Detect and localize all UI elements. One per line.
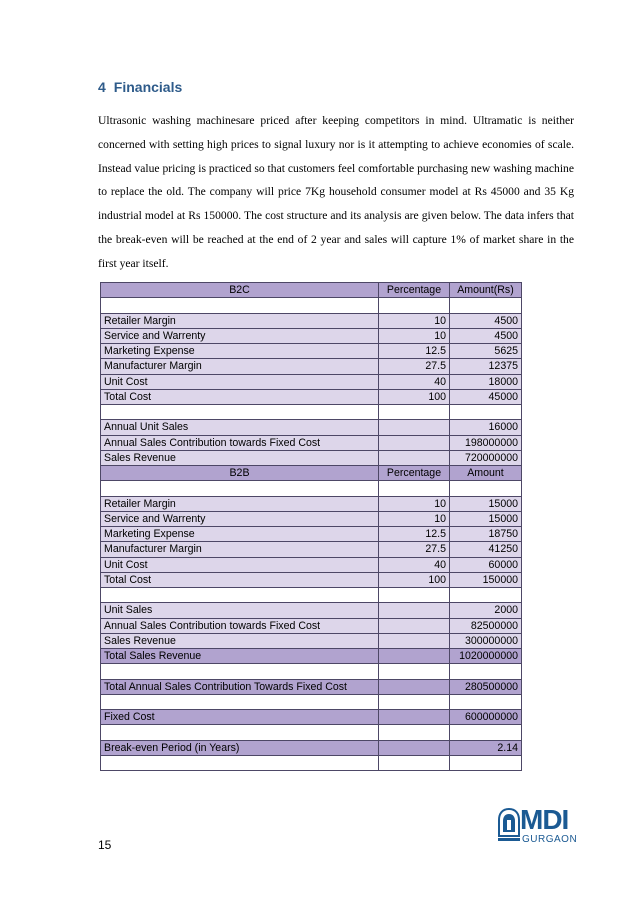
section-title: Financials — [113, 79, 183, 95]
percentage-cell: 27.5 — [379, 359, 450, 374]
table-row — [101, 374, 522, 389]
label-cell: Unit Cost — [101, 557, 379, 572]
empty-cell — [450, 481, 522, 496]
empty-cell — [379, 588, 450, 603]
percentage-cell — [379, 710, 450, 725]
amount-cell: 4500 — [450, 313, 522, 328]
table-header-row — [101, 283, 522, 298]
table-row — [101, 328, 522, 343]
table-row — [101, 450, 522, 465]
table-row — [101, 344, 522, 359]
blank-row — [101, 664, 522, 679]
empty-cell — [101, 755, 379, 770]
percentage-cell: 12.5 — [379, 344, 450, 359]
table-row — [101, 618, 522, 633]
label-cell: Total Sales Revenue — [101, 649, 379, 664]
percentage-cell: 10 — [379, 496, 450, 511]
financials-table-body — [101, 283, 522, 771]
percentage-cell: 10 — [379, 313, 450, 328]
percentage-cell — [379, 740, 450, 755]
blank-row — [101, 694, 522, 709]
table-row — [101, 557, 522, 572]
logo-mdi-text: MDI — [520, 804, 569, 835]
label-cell: Manufacturer Margin — [101, 359, 379, 374]
empty-cell — [379, 405, 450, 420]
label-cell: Unit Cost — [101, 374, 379, 389]
table-row — [101, 572, 522, 587]
percentage-cell: 100 — [379, 389, 450, 404]
table-row — [101, 435, 522, 450]
table-row — [101, 542, 522, 557]
table-row — [101, 496, 522, 511]
table-row — [101, 740, 522, 755]
empty-cell — [379, 694, 450, 709]
label-cell: Retailer Margin — [101, 313, 379, 328]
table-header-row — [101, 466, 522, 481]
percentage-cell — [379, 420, 450, 435]
amount-cell: 82500000 — [450, 618, 522, 633]
amount-cell: 18750 — [450, 527, 522, 542]
empty-cell — [101, 405, 379, 420]
label-cell: Service and Warrenty — [101, 328, 379, 343]
percentage-cell — [379, 618, 450, 633]
amount-cell: 4500 — [450, 328, 522, 343]
percentage-cell — [379, 450, 450, 465]
empty-cell — [450, 725, 522, 740]
amount-cell: 15000 — [450, 511, 522, 526]
blank-row — [101, 725, 522, 740]
percentage-cell — [379, 435, 450, 450]
intro-paragraph: Ultrasonic washing machinesare priced after keeping competitors in mind. Ultramatic is neither concerned with setting high prices to signal luxury nor is it attempting to achieve economies of scale. Instead value pricing is practiced so that customers feel comfortable purchasing new washing machine to replace the old. The company will price 7Kg household consumer model at Rs 45000 and 35 Kg industrial model at Rs 150000. The cost structure and its analysis are given below. The data infers that the break-even will be reached at the end of 2 year and sales will capture 1% of market share in the first year itself. — [98, 114, 574, 270]
label-cell: Marketing Expense — [101, 344, 379, 359]
page-number: 15 — [98, 838, 112, 852]
amount-cell: 1020000000 — [450, 649, 522, 664]
empty-cell — [450, 694, 522, 709]
label-cell: Fixed Cost — [101, 710, 379, 725]
empty-cell — [101, 725, 379, 740]
percentage-cell: 100 — [379, 572, 450, 587]
label-cell: Total Annual Sales Contribution Towards Fixed Cost — [101, 679, 379, 694]
amount-cell: 12375 — [450, 359, 522, 374]
percentage-cell: 10 — [379, 328, 450, 343]
blank-row — [101, 755, 522, 770]
financials-table — [100, 282, 522, 771]
blank-row — [101, 481, 522, 496]
percentage-cell — [379, 603, 450, 618]
empty-cell — [450, 588, 522, 603]
label-cell: Break-even Period (in Years) — [101, 740, 379, 755]
empty-cell — [101, 588, 379, 603]
percentage-cell: 40 — [379, 374, 450, 389]
empty-cell — [379, 481, 450, 496]
percentage-cell — [379, 649, 450, 664]
table-row — [101, 710, 522, 725]
table-row — [101, 313, 522, 328]
empty-cell — [101, 664, 379, 679]
label-cell: Annual Sales Contribution towards Fixed Cost — [101, 618, 379, 633]
label-cell: Sales Revenue — [101, 450, 379, 465]
empty-cell — [379, 298, 450, 313]
section-heading — [98, 79, 182, 95]
segment-header-cell: B2B — [101, 466, 379, 481]
percentage-header-cell: Percentage — [379, 283, 450, 298]
blank-row — [101, 405, 522, 420]
percentage-cell: 27.5 — [379, 542, 450, 557]
amount-cell: 5625 — [450, 344, 522, 359]
amount-cell: 15000 — [450, 496, 522, 511]
table-row — [101, 527, 522, 542]
amount-cell: 18000 — [450, 374, 522, 389]
empty-cell — [101, 298, 379, 313]
empty-cell — [379, 755, 450, 770]
label-cell: Sales Revenue — [101, 633, 379, 648]
table-row — [101, 511, 522, 526]
table-row — [101, 603, 522, 618]
amount-header-cell: Amount(Rs) — [450, 283, 522, 298]
empty-cell — [101, 481, 379, 496]
amount-cell: 720000000 — [450, 450, 522, 465]
table-row — [101, 679, 522, 694]
mdi-emblem-icon — [498, 808, 520, 842]
amount-cell: 2.14 — [450, 740, 522, 755]
empty-cell — [450, 298, 522, 313]
label-cell: Retailer Margin — [101, 496, 379, 511]
empty-cell — [450, 405, 522, 420]
table-row — [101, 389, 522, 404]
amount-header-cell: Amount — [450, 466, 522, 481]
empty-cell — [450, 755, 522, 770]
label-cell: Total Cost — [101, 572, 379, 587]
label-cell: Marketing Expense — [101, 527, 379, 542]
table-row — [101, 420, 522, 435]
percentage-cell: 10 — [379, 511, 450, 526]
amount-cell: 41250 — [450, 542, 522, 557]
empty-cell — [379, 664, 450, 679]
label-cell: Total Cost — [101, 389, 379, 404]
label-cell: Service and Warrenty — [101, 511, 379, 526]
empty-cell — [450, 664, 522, 679]
percentage-cell: 40 — [379, 557, 450, 572]
label-cell: Annual Unit Sales — [101, 420, 379, 435]
table-row — [101, 649, 522, 664]
empty-cell — [101, 694, 379, 709]
amount-cell: 16000 — [450, 420, 522, 435]
table-row — [101, 633, 522, 648]
empty-cell — [379, 725, 450, 740]
percentage-cell — [379, 679, 450, 694]
amount-cell: 280500000 — [450, 679, 522, 694]
percentage-cell: 12.5 — [379, 527, 450, 542]
amount-cell: 2000 — [450, 603, 522, 618]
percentage-header-cell: Percentage — [379, 466, 450, 481]
label-cell: Annual Sales Contribution towards Fixed Cost — [101, 435, 379, 450]
section-number: 4 — [98, 79, 106, 95]
logo-gurgaon-text: GURGAON — [522, 834, 578, 845]
amount-cell: 150000 — [450, 572, 522, 587]
amount-cell: 600000000 — [450, 710, 522, 725]
blank-row — [101, 298, 522, 313]
amount-cell: 45000 — [450, 389, 522, 404]
amount-cell: 198000000 — [450, 435, 522, 450]
amount-cell: 60000 — [450, 557, 522, 572]
percentage-cell — [379, 633, 450, 648]
blank-row — [101, 588, 522, 603]
label-cell: Unit Sales — [101, 603, 379, 618]
table-row — [101, 359, 522, 374]
amount-cell: 300000000 — [450, 633, 522, 648]
mdi-logo — [498, 806, 610, 846]
label-cell: Manufacturer Margin — [101, 542, 379, 557]
segment-header-cell: B2C — [101, 283, 379, 298]
